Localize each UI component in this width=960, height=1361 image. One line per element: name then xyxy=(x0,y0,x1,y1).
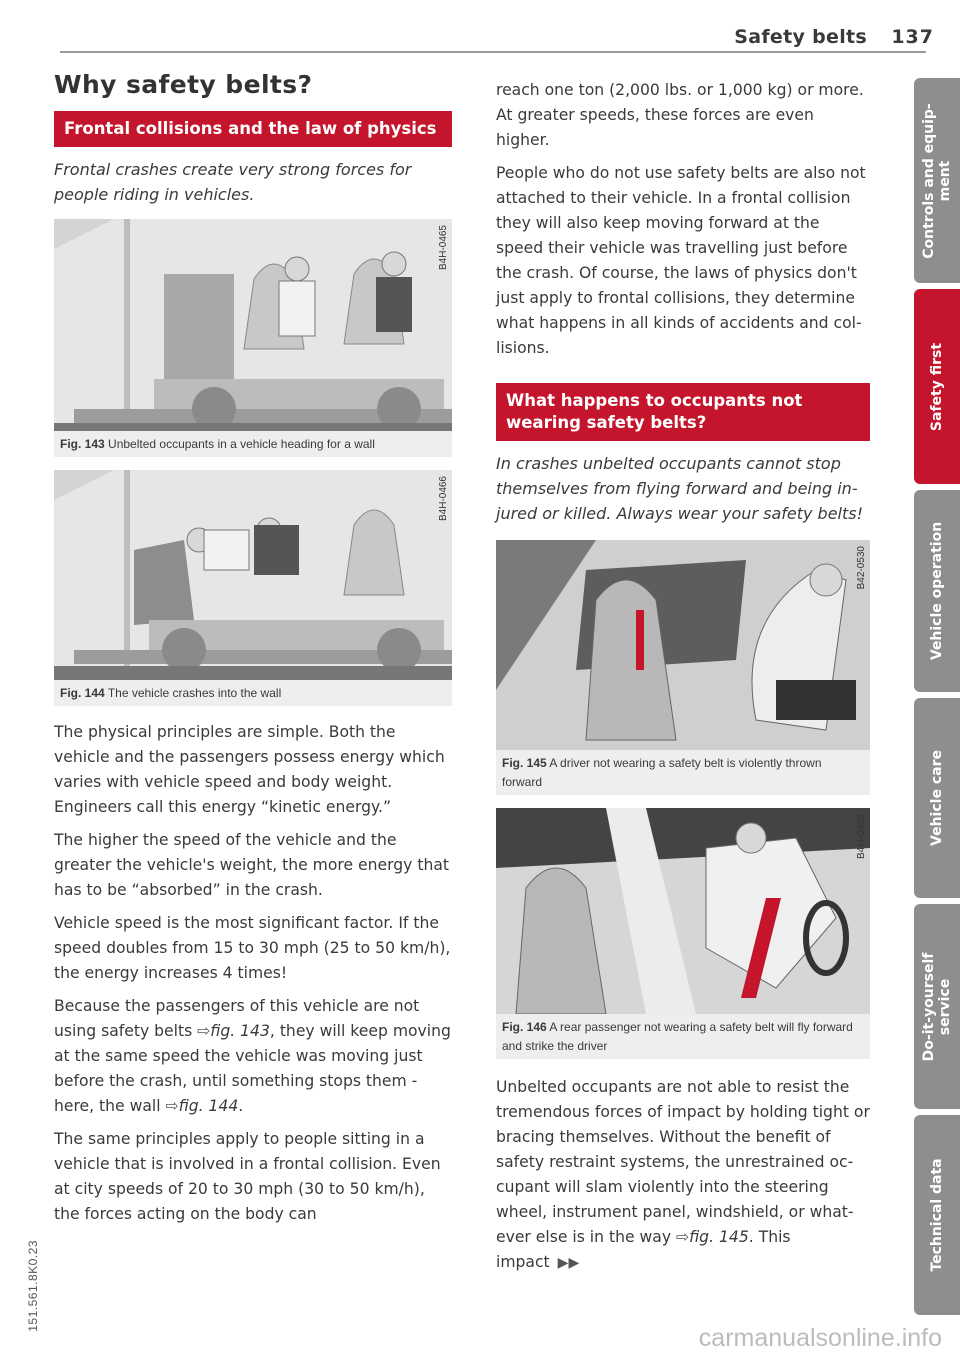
paragraph-unbelted-impact: Unbelted occupants are not able to resist the tremendous forces of impact by holding tight or bracing themselves. Without the benefit of safety restraint systems, the unrestrained occupant will slam violently into the steering wheel, instrument panel, windshield, or whatever else is in the way ⇨fig. 145. This impact ▶▶ xyxy=(496,1078,870,1271)
rear-passenger-strikes-driver-illustration xyxy=(496,808,870,1014)
figure-146-caption-text: A rear passenger not wearing a safety belt will fly forward and strike the driver xyxy=(502,1020,853,1053)
figure-144 xyxy=(54,470,452,706)
vehicle-crash-illustration xyxy=(54,470,452,680)
reference-arrow-icon: ⇨ xyxy=(676,1228,690,1246)
paragraph-vehicle-speed: Vehicle speed is the most significant factor. If the speed doubles from 15 to 30 mph (25 to 50 km/h), the energy increases 4 times! xyxy=(54,914,451,982)
unbelted-occupants-illustration xyxy=(54,219,452,431)
figure-145 xyxy=(496,540,870,795)
figure-144-code: B4H-0466 xyxy=(438,476,449,522)
paragraph-not-attached: People who do not use safety belts are also not attached to their vehicle. In a frontal collision they will also keep moving forward at the speed their vehicle was travelling just before the crash. Of course, the laws of physics don't just apply to frontal collisions, they determine what happens in all kinds of accidents and collisions. xyxy=(496,164,866,357)
figure-144-illustration xyxy=(54,470,452,680)
figure-144-caption-text: The vehicle crashes into the wall xyxy=(107,686,282,700)
figure-143-code: B4H-0465 xyxy=(438,225,449,271)
lead-text-frontal: Frontal crashes create very strong forces for people riding in vehicles. xyxy=(54,160,412,204)
left-column xyxy=(54,70,452,1235)
paragraph-forces-continued: reach one ton (2,000 lbs. or 1,000 kg) or more. At greater speeds, these forces are even higher. xyxy=(496,81,864,149)
figure-146 xyxy=(496,808,870,1059)
lead-text-unbelted: In crashes unbelted occupants cannot stop themselves from flying forward and being injured or killed. Always wear your safety belts! xyxy=(496,454,864,523)
tab-safety-first[interactable]: Safety first xyxy=(914,289,960,484)
tab-vehicle-care[interactable]: Vehicle care xyxy=(914,698,960,898)
figure-145-illustration xyxy=(496,540,870,750)
paragraph-speed-weight: The higher the speed of the vehicle and the greater the vehicle's weight, the more energy that has to be “absorbed” in the crash. xyxy=(54,831,449,899)
driver-thrown-forward-illustration xyxy=(496,540,870,750)
paragraph-passengers: Because the passengers of this vehicle are not using safety belts ⇨fig. 143, they will keep moving at the same speed the vehicle was moving just before the crash, until something stops them - here, the wall ⇨fig. 144. xyxy=(54,997,451,1115)
header-rule xyxy=(60,51,926,53)
figure-144-label: Fig. 144 xyxy=(60,686,105,700)
tab-do-it-yourself-service[interactable]: Do-it-yourself service xyxy=(914,904,960,1109)
figure-143-caption xyxy=(54,431,452,457)
tab-vehicle-operation[interactable]: Vehicle operation xyxy=(914,490,960,692)
watermark: carmanualsonline.info xyxy=(698,1324,942,1352)
figure-146-caption xyxy=(496,1014,870,1059)
tab-controls-and-equipment[interactable]: Controls and equip- ment xyxy=(914,78,960,283)
section-heading-unbelted: What happens to occupants not wearing safety belts? xyxy=(496,383,870,441)
figure-146-code: B4H-0468 xyxy=(856,814,867,860)
right-column xyxy=(496,78,870,1284)
tab-technical-data[interactable]: Technical data xyxy=(914,1115,960,1315)
figure-145-label: Fig. 145 xyxy=(502,756,547,770)
link-fig-144[interactable]: fig. 144 xyxy=(178,1097,239,1115)
paragraph-physics: The physical principles are simple. Both the vehicle and the passengers possess energy which varies with vehicle speed and body weight. Engineers call this energy “kinetic energy.” xyxy=(54,723,445,816)
paragraph-same-principles: The same principles apply to people sitting in a vehicle that is involved in a frontal collision. Even at city speeds of 20 to 30 mph (30 to 50 km/h), the forces acting on the body can xyxy=(54,1130,441,1223)
figure-146-illustration xyxy=(496,808,870,1014)
figure-143-illustration xyxy=(54,219,452,431)
figure-143-caption-text: Unbelted occupants in a vehicle heading for a wall xyxy=(108,437,375,451)
link-fig-143[interactable]: fig. 143 xyxy=(210,1022,270,1040)
section-heading-frontal: Frontal collisions and the law of physics xyxy=(54,111,452,147)
page-number: 137 xyxy=(891,26,934,48)
link-fig-145[interactable]: fig. 145 xyxy=(689,1228,749,1246)
header-section-title: Safety belts xyxy=(734,26,867,48)
figure-146-label: Fig. 146 xyxy=(502,1020,547,1034)
figure-145-caption-text: A driver not wearing a safety belt is violently thrown forward xyxy=(502,756,822,789)
figure-143-label: Fig. 143 xyxy=(60,437,105,451)
figure-145-caption xyxy=(496,750,870,795)
figure-143 xyxy=(54,219,452,457)
continue-arrow-icon: ▶▶ xyxy=(557,1255,580,1271)
reference-arrow-icon: ⇨ xyxy=(165,1097,179,1115)
reference-arrow-icon: ⇨ xyxy=(197,1022,211,1040)
figure-144-caption xyxy=(54,680,452,706)
page-title: Why safety belts? xyxy=(54,70,313,99)
document-code: 151.561.8K0.23 xyxy=(26,1240,40,1332)
figure-145-code: B42-0530 xyxy=(856,546,867,590)
